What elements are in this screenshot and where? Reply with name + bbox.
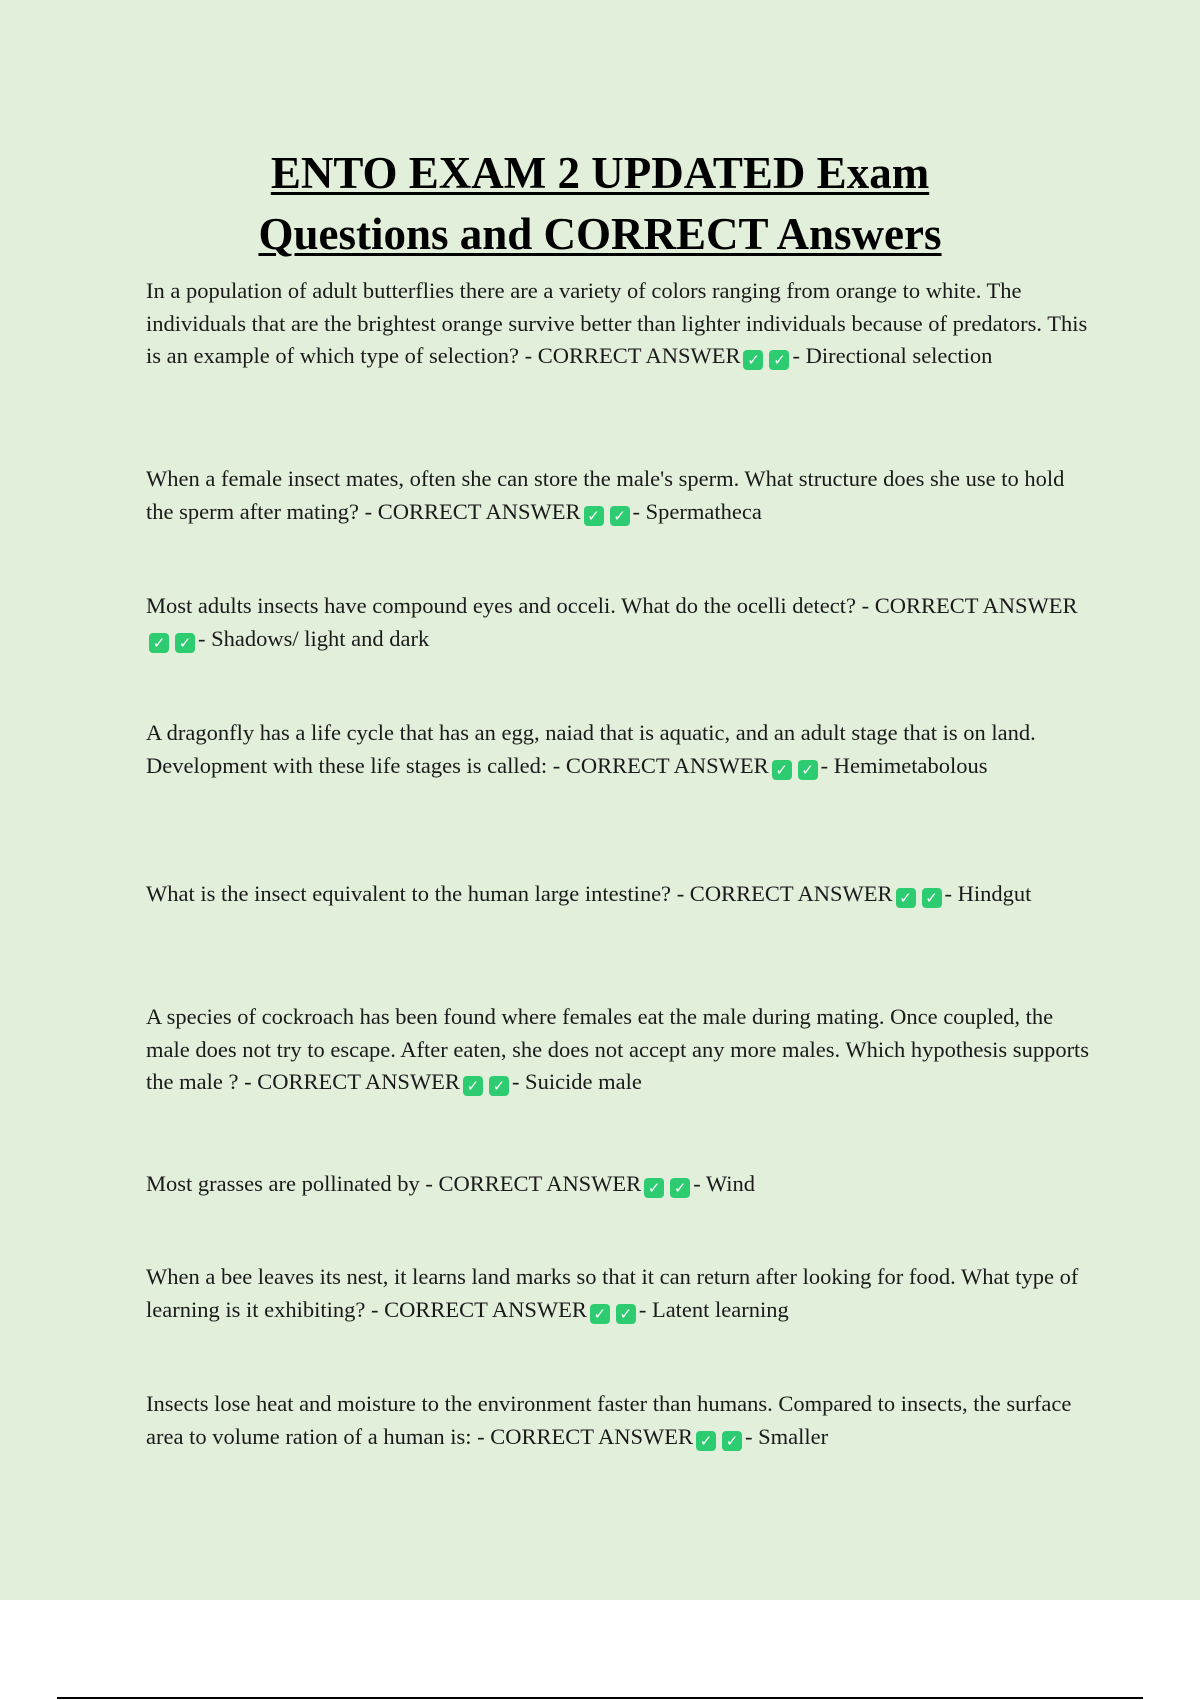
- question-text: A species of cockroach has been found where females eat the male during mating. Once coupled, the male does not try to escape. After eaten, she does not accept any more males. Which hypothesis supports the male ?: [146, 1004, 1090, 1094]
- qa-item: [146, 275, 1092, 373]
- correct-answer-marker: - CORRECT ANSWER: [477, 1423, 694, 1449]
- check-square-icon: ✓: [896, 888, 916, 908]
- question-text: Insects lose heat and moisture to the environment faster than humans. Compared to insects, the surface area to volume ration of a human is:: [146, 1391, 1072, 1449]
- check-square-icon: ✓: [696, 1431, 716, 1451]
- check-square-icon: ✓: [798, 760, 818, 780]
- question-text: Most adults insects have compound eyes and occeli. What do the ocelli detect?: [146, 593, 856, 618]
- correct-answer-marker: - CORRECT ANSWER: [676, 881, 893, 906]
- footer-divider: [57, 1697, 1143, 1699]
- check-square-icon: ✓: [175, 633, 195, 653]
- check-square-icon: ✓: [670, 1178, 690, 1198]
- qa-item: [146, 1388, 1092, 1453]
- check-square-icon: ✓: [584, 506, 604, 526]
- check-square-icon: ✓: [489, 1076, 509, 1096]
- check-square-icon: ✓: [644, 1178, 664, 1198]
- answer-text: - Spermatheca: [632, 498, 762, 524]
- qa-item: [146, 1261, 1092, 1326]
- check-square-icon: ✓: [769, 350, 789, 370]
- correct-answer-marker: - CORRECT ANSWER: [370, 1296, 587, 1322]
- question-text: In a population of adult butterflies there are a variety of colors ranging from orange to white. The individuals that are the brightest orange survive better than lighter individuals because of predators. This is an example of which type of selection?: [146, 278, 1088, 368]
- question-text: A dragonfly has a life cycle that has an egg, naiad that is aquatic, and an adult stage that is on land. Development with these life stages is called:: [146, 720, 1036, 778]
- title-line-2: Questions and CORRECT Answers: [258, 209, 942, 259]
- correct-answer-marker: - CORRECT ANSWER: [425, 1171, 642, 1196]
- qa-item: [146, 1168, 1092, 1201]
- answer-text: - Hindgut: [944, 881, 1032, 906]
- check-square-icon: ✓: [922, 888, 942, 908]
- answer-text: - Hemimetabolous: [820, 752, 988, 778]
- qa-item: [146, 463, 1092, 528]
- answer-text: - Directional selection: [792, 343, 993, 368]
- qa-item: [146, 1001, 1092, 1099]
- correct-answer-marker: - CORRECT ANSWER: [244, 1069, 460, 1094]
- qa-item: [146, 878, 1092, 911]
- check-square-icon: ✓: [772, 760, 792, 780]
- answer-text: - Wind: [693, 1171, 755, 1196]
- check-square-icon: ✓: [743, 350, 763, 370]
- question-text: When a bee leaves its nest, it learns land marks so that it can return after looking for food. What type of learning is it exhibiting?: [146, 1264, 1079, 1322]
- question-text: Most grasses are pollinated by: [146, 1171, 420, 1196]
- check-square-icon: ✓: [616, 1304, 636, 1324]
- question-text: What is the insect equivalent to the human large intestine?: [146, 881, 672, 906]
- answer-text: - Latent learning: [638, 1296, 789, 1322]
- check-square-icon: ✓: [149, 633, 169, 653]
- title-line-1: ENTO EXAM 2 UPDATED Exam: [270, 148, 930, 198]
- qa-item: [146, 590, 1092, 655]
- answer-text: - Suicide male: [511, 1069, 642, 1094]
- check-square-icon: ✓: [722, 1431, 742, 1451]
- correct-answer-marker: - CORRECT ANSWER: [552, 752, 769, 778]
- correct-answer-marker: - CORRECT ANSWER: [524, 343, 741, 368]
- correct-answer-marker: - CORRECT ANSWER: [861, 593, 1078, 618]
- check-square-icon: ✓: [590, 1304, 610, 1324]
- check-square-icon: ✓: [610, 506, 630, 526]
- title-block: [0, 143, 1200, 265]
- answer-text: - Shadows/ light and dark: [198, 625, 430, 651]
- check-square-icon: ✓: [463, 1076, 483, 1096]
- question-text: When a female insect mates, often she can store the male's sperm. What structure does she use to hold the sperm after mating?: [146, 466, 1065, 524]
- correct-answer-marker: - CORRECT ANSWER: [364, 498, 581, 524]
- qa-item: [146, 717, 1092, 782]
- document-title: [0, 143, 1200, 265]
- answer-text: - Smaller: [745, 1423, 829, 1449]
